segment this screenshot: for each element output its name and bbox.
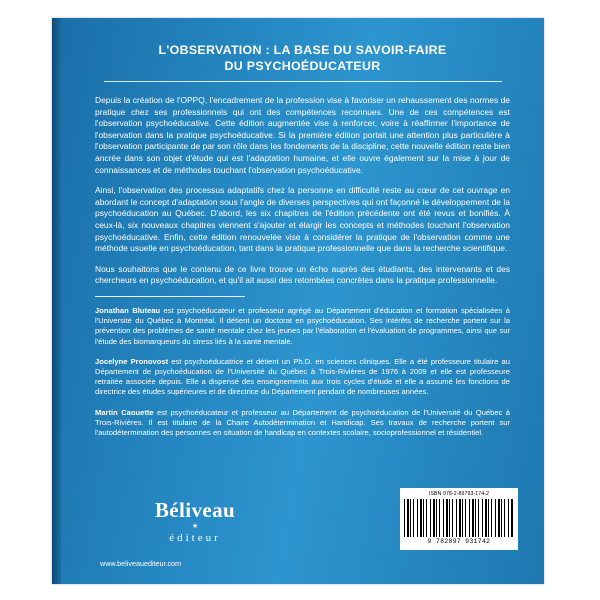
book-cover [52,18,544,584]
author-bio [95,306,510,347]
publisher-name: Béliveau [154,498,236,522]
author-name: Jocelyne Pronovost [95,356,169,366]
title-divider [104,81,502,82]
author-bio-text: est psychoéducateur et professeur agrégé au Département d'éducation et formation spécialisées à l'Université du Québec à Montréal. Il détient un doctorat en psychoéducation. Ses intérêts de recherche portent sur la prévention des problèmes de santé mentale chez les jeunes par l'élaboration et l'évaluation de programmes, ainsi que sur l'étude des biomarqueurs du stress liés à la santé mentale. [95,305,510,346]
blurb-paragraph-1: Depuis la création de l'OPPQ, l'encadrement de la profession vise à favoriser un rehaussement des normes de pratique chez ses professionnels qui ont des compétences reconnues. Une de ces compétences est l'observation psychoéducative. Cette édition augmentée vise à renforcer, voire à réaffirmer l'importance de l'observation dans la pratique psychoéducative. Si la première édition portait une attention plus particulière à l'observation participante de par son rôle dans les fondements de la discipline, cette nouvelle édition reste bien ancrée dans son objet d'étude qui est l'adaptation humaine, et elle ouvre également sur la mise à jour de connaissances et de méthodes touchant l'observation psychoéducative. [95,95,510,175]
author-bio [95,357,510,398]
book-title-line-1: L'OBSERVATION : LA BASE DU SAVOIR-FAIRE [158,43,447,57]
isbn-label: ISBN 978-2-89793-174-2 [428,491,490,497]
cover-content [61,18,544,584]
barcode-bars [404,499,514,537]
blurb [95,95,510,287]
blurb-paragraph-2: Ainsi, l'observation des processus adaptatifs chez la personne en difficulté reste au cœur de cet ouvrage en abordant le concept d'adaptation sous l'angle de diverses perspectives qui ont façonné le développement de la psychoéducation au Québec. D'abord, les six chapitres de l'édition précédente ont été revus et bonifiés. À ceux-là, six nouveaux chapitres viennent s'ajouter et élargir les concepts et méthodes touchant l'observation psychoéducative. Enfin, cette édition renouvelée vise à considérer la pratique de l'observation comme une méthode usuelle en psychoéducation, tant dans la pratique professionnelle que dans la recherche scientifique. [95,185,510,254]
book-spine [52,18,61,584]
publisher-subtitle: éditeur [169,532,221,544]
book-title [91,42,514,82]
author-bio [95,408,510,439]
author-name: Jonathan Bluteau [95,305,161,315]
author-name: Martin Caouette [95,407,154,417]
publisher-website[interactable]: www.beliveauediteur.com [100,559,182,568]
author-bio-text: est psychoéducateur et professeur au Département de psychoéducation de l'Université du Québec à Trois-Rivières. Il est titulaire de la Chaire Autodétermination et Handicap. Ses travaux de recherche portent sur l'autodétermination des personnes en situation de handicap en contextes scolaire, socioprofessionnel et résidentiel. [95,407,510,437]
star-icon: ★ [191,523,199,530]
bio-divider [95,296,245,297]
book-title-line-2: DU PSYCHOÉDUCATEUR [224,59,381,73]
author-biographies [95,306,510,438]
barcode [400,488,518,550]
author-bio-text: est psychoéducatrice et détient un Ph.D. en sciences cliniques. Elle a été professeure titulaire au Département de psychoéducation de l'Université du Québec à Trois-Rivières de 1976 à 2009 et elle est professeure retraitée associée depuis. Elle a dispensé des enseignements aux trois cycles d'étude et elle a assumé les fonctions de directrice des études supérieures et de directrice du Département pendant de nombreuses années. [95,356,510,397]
blurb-paragraph-3: Nous souhaitons que le contenu de ce livre trouve un écho auprès des étudiants, des intervenants et des chercheurs en psychoéducation, et qu'il ait aussi des retombées concrètes dans la pratique professionnelle. [95,263,510,286]
barcode-number: 9 782897 931742 [427,538,491,545]
publisher-logo [110,499,280,544]
cover-footer [70,476,544,584]
